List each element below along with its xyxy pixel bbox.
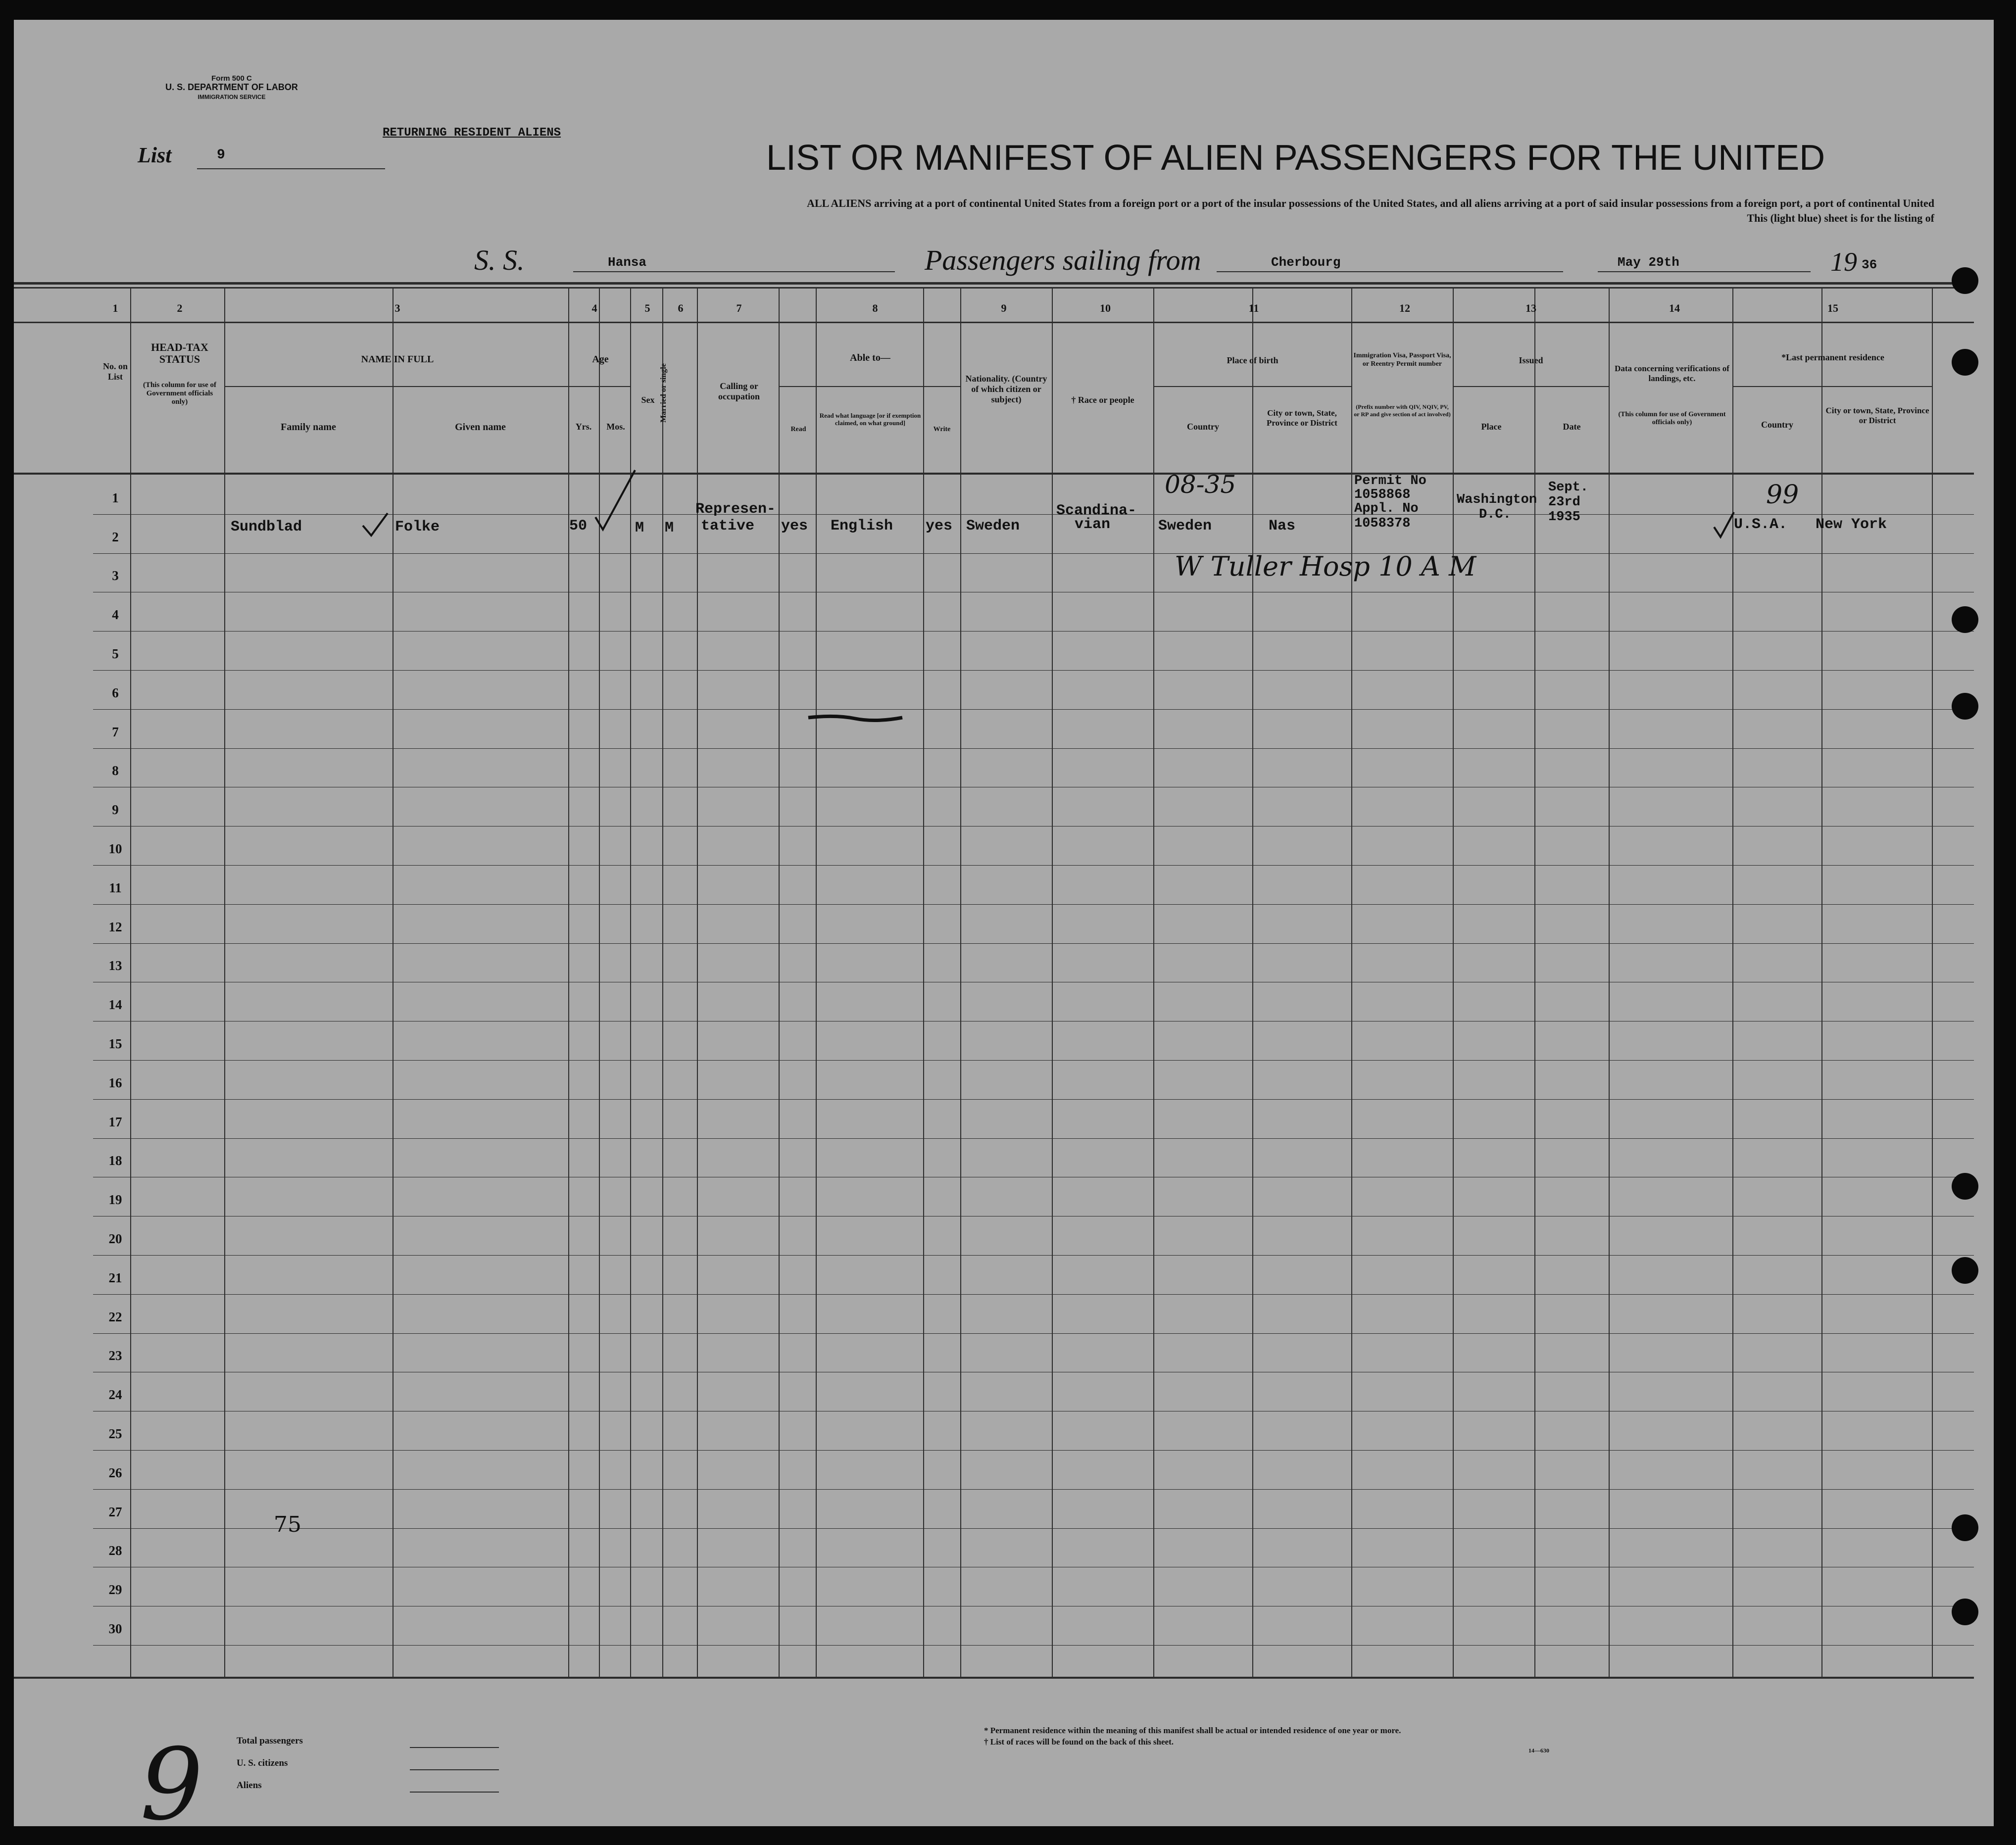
passenger-write: yes	[926, 518, 953, 534]
header-read: Read	[790, 426, 806, 433]
colnum-2: 2	[177, 302, 183, 314]
subheader-divider	[779, 386, 960, 387]
header-landing-note: (This column for use of Government officials only)	[1618, 411, 1726, 426]
ss-label: S. S.	[474, 244, 525, 276]
row-number: 14	[108, 997, 122, 1013]
colnum-13: 13	[1525, 302, 1536, 314]
header-given-name: Given name	[455, 422, 506, 433]
colnum-1: 1	[112, 302, 118, 314]
total-passengers-label: Total passengers	[237, 1736, 303, 1746]
passenger-nationality: Sweden	[966, 518, 1020, 534]
service-label: IMMIGRATION SERVICE	[197, 94, 266, 100]
colnum-5: 5	[644, 302, 650, 314]
row-divider	[93, 553, 1974, 554]
row-number: 1	[112, 490, 119, 505]
header-issued-date: Date	[1563, 422, 1581, 432]
colnum-4: 4	[591, 302, 597, 314]
header-no-on-list: No. on List	[102, 361, 128, 382]
header-name-in-full: NAME IN FULL	[361, 354, 434, 365]
colnum-15: 15	[1827, 302, 1838, 314]
subheader-divider	[568, 386, 630, 387]
row-number: 27	[108, 1504, 122, 1519]
row-number: 21	[108, 1270, 122, 1285]
list-label: List	[138, 143, 172, 167]
header-calling: Calling or occupation	[718, 381, 760, 401]
row-number: 2	[112, 529, 119, 544]
row-number: 17	[108, 1114, 122, 1129]
header-race: † Race or people	[1071, 395, 1134, 405]
row-number: 4	[112, 607, 119, 623]
passenger-family-name: Sundblad	[231, 519, 302, 535]
passenger-sex: M	[635, 520, 644, 536]
passenger-birth-city: Nas	[1269, 518, 1296, 534]
row-divider	[93, 1255, 1974, 1256]
colnum-6: 6	[678, 302, 684, 314]
row-divider	[93, 1450, 1974, 1451]
row-number: 10	[108, 841, 122, 856]
header-age: Age	[592, 354, 609, 365]
binder-hole-icon	[1952, 1257, 1978, 1284]
row-divider	[93, 709, 1974, 710]
row-divider	[93, 1528, 1974, 1529]
passenger-married: M	[665, 520, 674, 536]
check-mark-icon	[593, 468, 638, 532]
row-number: 18	[108, 1153, 122, 1168]
header-read-language: Read what language [or if exemption claimed, on what ground]	[819, 412, 921, 427]
header-landing: Data concerning verifications of landings, etc.	[1615, 364, 1729, 383]
year-suffix: 36	[1862, 257, 1877, 272]
passenger-permit-1: Permit No	[1354, 474, 1426, 488]
passenger-permit-2: 1058868	[1354, 487, 1411, 502]
passenger-given-name: Folke	[395, 519, 440, 535]
check-mark-icon	[1712, 510, 1736, 539]
passenger-issued-place-2: D.C.	[1479, 507, 1511, 522]
row-divider	[93, 670, 1974, 671]
row-divider	[93, 1294, 1974, 1295]
header-visa: Immigration Visa, Passport Visa, or Reentry Permit number	[1353, 352, 1451, 368]
list-number: 9	[217, 147, 225, 163]
header-birth-city: City or town, State, Province or District	[1267, 408, 1337, 428]
year-prefix: 19	[1830, 247, 1857, 277]
colnum-11: 11	[1248, 302, 1259, 314]
header-birth-country: Country	[1186, 422, 1219, 432]
binder-hole-icon	[1952, 349, 1978, 376]
row-divider	[93, 1138, 1974, 1139]
ship-name: Hansa	[608, 255, 647, 270]
passenger-race-1: Scandina-	[1056, 502, 1137, 519]
row-divider	[93, 1060, 1974, 1061]
footnote-residence: * Permanent residence within the meaning of this manifest shall be actual or intended residence of one year or more.	[984, 1726, 1401, 1735]
header-res-city: City or town, State, Province or District	[1825, 406, 1929, 425]
margin-mark-handwritten: 9	[140, 1727, 203, 1843]
row-number: 15	[108, 1036, 122, 1051]
us-citizens-label: U. S. citizens	[237, 1758, 288, 1768]
passenger-language: English	[831, 518, 893, 534]
header-able-to: Able to—	[850, 352, 890, 363]
passenger-occupation-1: Represen-	[695, 501, 776, 518]
passenger-permit-4: 1058378	[1354, 516, 1411, 531]
binder-hole-icon	[1952, 267, 1978, 294]
row-number: 28	[108, 1543, 122, 1558]
header-mos: Mos.	[606, 422, 625, 432]
ink-smudge-icon	[806, 713, 905, 723]
header-issued-place: Place	[1481, 422, 1502, 432]
row-number: 7	[112, 724, 119, 739]
row-number: 20	[108, 1231, 122, 1246]
row-number: 6	[112, 685, 119, 700]
row-number: 8	[112, 763, 119, 778]
residence-note-handwritten: 99	[1766, 480, 1799, 510]
header-head-tax-note: (This column for use of Government officials only)	[143, 381, 217, 406]
subheader-divider	[1153, 386, 1351, 387]
binder-hole-icon	[1952, 693, 1978, 720]
binder-hole-icon	[1952, 1173, 1978, 1200]
passenger-issued-date-3: 1935	[1548, 510, 1580, 525]
binder-hole-icon	[1952, 1514, 1978, 1541]
row-number: 30	[108, 1621, 122, 1636]
list-category: RETURNING RESIDENT ALIENS	[383, 126, 561, 140]
header-yrs: Yrs.	[575, 422, 592, 432]
colnum-8: 8	[872, 302, 878, 314]
aliens-label: Aliens	[237, 1780, 262, 1791]
row-number: 11	[109, 880, 122, 895]
header-residence: *Last permanent residence	[1781, 352, 1884, 362]
footnote-races: † List of races will be found on the back of this sheet.	[984, 1737, 1174, 1747]
row2-note-handwritten: W Tuller Hosp 10 A M	[1175, 551, 1476, 582]
sailing-label: Passengers sailing from	[925, 244, 1201, 276]
row-divider	[93, 1645, 1974, 1646]
row-divider	[93, 748, 1974, 749]
colnum-7: 7	[736, 302, 742, 314]
binder-hole-icon	[1952, 606, 1978, 633]
passenger-permit-3: Appl. No	[1354, 501, 1419, 516]
row-divider	[93, 865, 1974, 866]
row-number: 25	[108, 1426, 122, 1441]
passenger-age: 50	[569, 518, 588, 534]
colnum-14: 14	[1669, 302, 1680, 314]
row-number: 29	[108, 1582, 122, 1598]
row-number: 9	[112, 802, 119, 818]
row-divider	[93, 1099, 1974, 1100]
row-divider	[93, 1333, 1974, 1334]
header-head-tax: HEAD-TAX STATUS	[151, 341, 208, 365]
header-visa-note: (Prefix number with QIV, NQIV, PV, or RP and give section of act involved)	[1354, 403, 1451, 418]
passenger-birth-country: Sweden	[1158, 518, 1212, 534]
row-number: 13	[108, 958, 122, 973]
passenger-race-2: vian	[1075, 516, 1111, 533]
passenger-issued-date-2: 23rd	[1548, 495, 1580, 510]
subheader-divider	[1732, 386, 1932, 387]
header-family-name: Family name	[281, 422, 336, 433]
row-divider	[93, 904, 1974, 905]
row-number: 26	[108, 1465, 122, 1480]
row-number: 24	[108, 1387, 122, 1403]
instructions-line-2: This (light blue) sheet is for the listing of	[1747, 212, 1934, 224]
header-res-country: Country	[1761, 420, 1793, 430]
row-number: 3	[112, 568, 119, 583]
row-number: 19	[108, 1192, 122, 1208]
row-number: 23	[108, 1348, 122, 1363]
headtax-number: 75	[274, 1512, 301, 1537]
departure-port: Cherbourg	[1271, 255, 1341, 270]
colnum-3: 3	[394, 302, 400, 314]
form-number: Form 500 C	[211, 74, 252, 83]
row-divider	[93, 943, 1974, 944]
manifest-table	[14, 282, 1994, 1702]
passenger-issued-date-1: Sept.	[1548, 480, 1589, 495]
colnum-10: 10	[1100, 302, 1111, 314]
department-label: U. S. DEPARTMENT OF LABOR	[165, 82, 298, 92]
header-sex: Sex	[641, 395, 655, 405]
colnum-9: 9	[1001, 302, 1007, 314]
header-issued: Issued	[1519, 355, 1543, 365]
row-divider	[93, 1489, 1974, 1490]
passenger-issued-place-1: Washington	[1457, 492, 1537, 507]
passenger-read: yes	[781, 518, 808, 534]
passenger-res-city: New York	[1816, 516, 1887, 533]
subheader-divider	[224, 386, 568, 387]
manifest-sheet	[14, 20, 1994, 1843]
birth-note-handwritten: 08-35	[1165, 470, 1236, 499]
manifest-title: LIST OR MANIFEST OF ALIEN PASSENGERS FOR THE UNITED	[766, 138, 1825, 178]
form-code: 14—630	[1528, 1747, 1549, 1754]
colnum-12: 12	[1399, 302, 1410, 314]
header-married: Married or single	[659, 363, 668, 423]
binder-hole-icon	[1952, 1599, 1978, 1625]
passenger-res-country: U.S.A.	[1734, 516, 1788, 533]
row-number: 12	[108, 919, 122, 934]
row-number: 22	[108, 1309, 122, 1324]
check-mark-icon	[360, 511, 390, 540]
row-number: 5	[112, 646, 119, 661]
header-write: Write	[933, 426, 951, 433]
passenger-occupation-2: tative	[701, 518, 755, 534]
instructions-line-1: ALL ALIENS arriving at a port of continental United States from a foreign port or a port of the insular possessions of the United States, and all aliens arriving at a port of said insular possessions from a foreign port, a port of continental United	[807, 197, 1934, 209]
row-number: 16	[108, 1075, 122, 1090]
subheader-divider	[1453, 386, 1609, 387]
header-nationality: Nationality. (Country of which citizen or subject)	[965, 374, 1047, 404]
sailing-date: May 29th	[1618, 255, 1679, 270]
header-place-of-birth: Place of birth	[1227, 355, 1278, 365]
